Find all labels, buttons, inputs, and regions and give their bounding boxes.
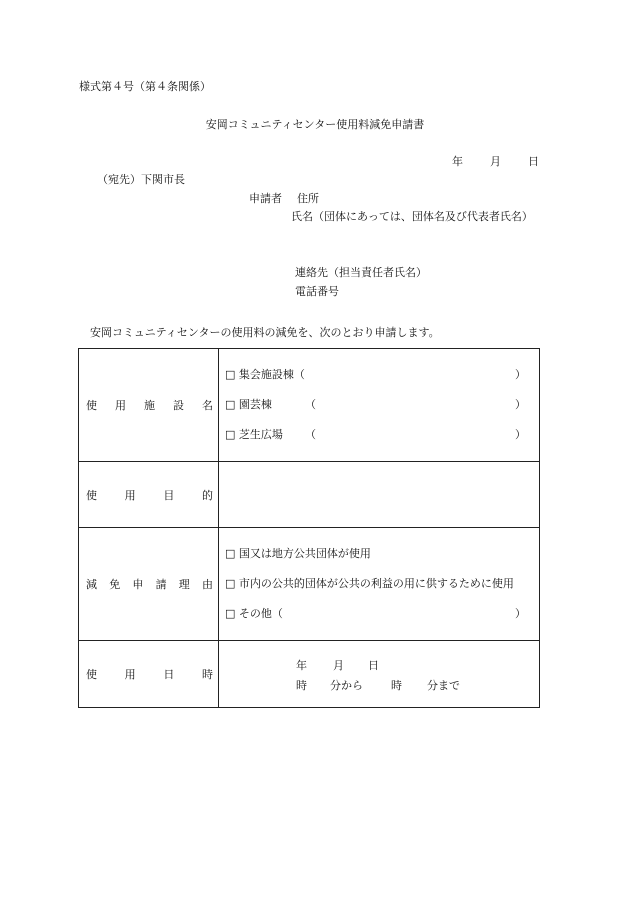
contact-label: 連絡先（担当責任者氏名） xyxy=(295,266,427,279)
facility-option-assembly[interactable] xyxy=(225,368,539,382)
paren-close: ） xyxy=(515,607,526,620)
datetime-day: 日 xyxy=(368,659,379,672)
datetime-minute-to: 分まで xyxy=(427,679,460,692)
reason-options-cell xyxy=(219,528,540,641)
facility-option-lawn[interactable] xyxy=(225,428,539,442)
facility-option-horticulture[interactable] xyxy=(225,398,539,412)
intro-text: 安岡コミュニティセンターの使用料の減免を、次のとおり申請します。 xyxy=(90,326,440,339)
datetime-input-cell[interactable] xyxy=(219,641,540,708)
checkbox-icon[interactable]: □ xyxy=(225,428,236,441)
reason-option-government[interactable] xyxy=(225,547,539,561)
checkbox-icon[interactable]: □ xyxy=(225,607,236,620)
facility-row xyxy=(79,349,540,462)
datetime-minute-from: 分から xyxy=(330,679,363,692)
datetime-hour-to: 時 xyxy=(391,679,402,692)
applicant-name-label: 氏名（団体にあっては、団体名及び代表者氏名） xyxy=(291,210,533,223)
facility-option-label: 園芸棟 xyxy=(238,398,272,411)
datetime-hour-from: 時 xyxy=(296,679,307,692)
date-line xyxy=(452,155,539,169)
paren-open: （ xyxy=(305,428,316,441)
checkbox-icon[interactable]: □ xyxy=(225,368,236,381)
applicant-label: 申請者 xyxy=(249,192,282,205)
date-year: 年 xyxy=(452,155,463,168)
date-month: 月 xyxy=(490,155,501,168)
reason-option-label: 市内の公共的団体が公共の利益の用に供するために使用 xyxy=(238,577,514,590)
datetime-date-line xyxy=(296,657,539,671)
reason-option-label: その他（ xyxy=(238,607,283,620)
datetime-row xyxy=(79,641,540,708)
reason-label-cell xyxy=(79,528,219,641)
addressee: （宛先）下関市長 xyxy=(97,173,185,186)
phone-label: 電話番号 xyxy=(295,285,339,298)
facility-label-cell xyxy=(79,349,219,462)
paren-close: ） xyxy=(515,398,526,411)
purpose-label-cell xyxy=(79,462,219,528)
datetime-year: 年 xyxy=(296,659,307,672)
applicant-address-label: 住所 xyxy=(297,192,319,205)
facility-label: 使 用 施 設 名 xyxy=(86,399,213,412)
paren-close: ） xyxy=(515,368,526,381)
purpose-row xyxy=(79,462,540,528)
facility-options-cell xyxy=(219,349,540,462)
facility-option-label: 集会施設棟（ xyxy=(238,368,305,381)
document-title: 安岡コミュニティセンター使用料減免申請書 xyxy=(205,118,425,131)
datetime-month: 月 xyxy=(333,659,344,672)
checkbox-icon[interactable]: □ xyxy=(225,577,236,590)
reason-label: 減 免 申 請 理 由 xyxy=(86,578,213,591)
application-table xyxy=(78,348,540,708)
reason-option-public-organization[interactable] xyxy=(225,577,539,591)
paren-open: （ xyxy=(305,398,316,411)
reason-row xyxy=(79,528,540,641)
datetime-label: 使 用 日 時 xyxy=(86,668,213,681)
purpose-input-cell[interactable] xyxy=(219,462,540,528)
paren-close: ） xyxy=(515,428,526,441)
checkbox-icon[interactable]: □ xyxy=(225,547,236,560)
purpose-label: 使 用 目 的 xyxy=(86,488,213,502)
reason-option-label: 国又は地方公共団体が使用 xyxy=(238,547,371,560)
datetime-time-line xyxy=(296,677,539,691)
checkbox-icon[interactable]: □ xyxy=(225,398,236,411)
date-day: 日 xyxy=(528,155,539,168)
datetime-label-cell xyxy=(79,641,219,708)
facility-option-label: 芝生広場 xyxy=(238,428,283,441)
reason-option-other[interactable] xyxy=(225,607,539,621)
form-code: 様式第４号（第４条関係） xyxy=(79,80,211,93)
